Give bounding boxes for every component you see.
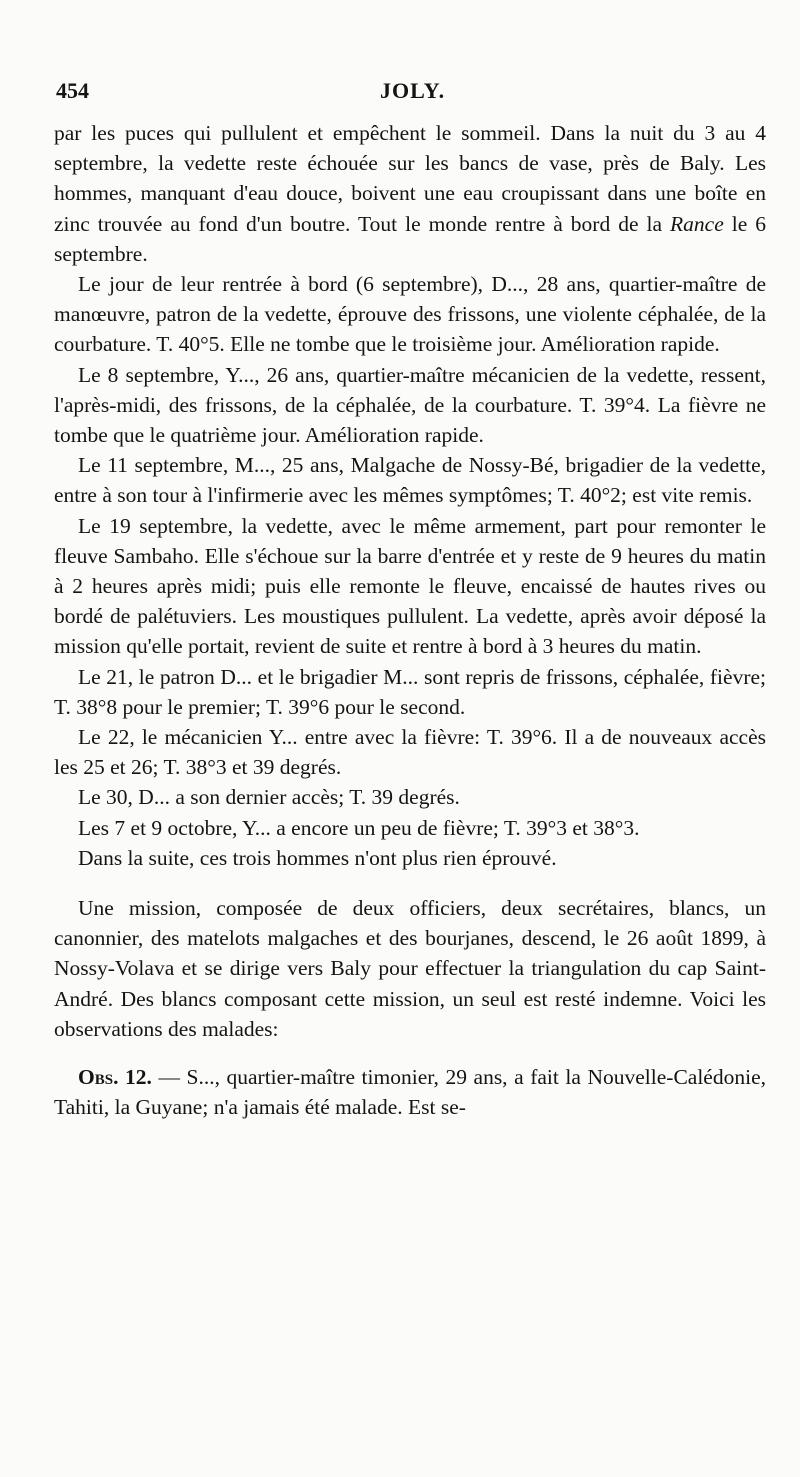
paragraph-1-text: par les puces qui pullulent et empêchent le sommeil. Dans la nuit du 3 au 4 septembre, la vedette reste échouée sur les bancs de vase, près de Baly. Les hommes, manquant d'eau douce, boivent une eau croupissant dans une boîte en zinc trouvée au fond d'un boutre. Tout le monde rentre à bord de la	[54, 121, 766, 236]
paragraph-2: Le jour de leur rentrée à bord (6 septembre), D..., 28 ans, quartier-maître de manœuvre, patron de la vedette, éprouve des frissons, une violente céphalée, de la courbature. T. 40°5. Elle ne tombe que le troisième jour. Amélioration rapide.	[54, 272, 766, 357]
ship-name: Rance	[670, 211, 724, 236]
observation-12	[54, 1062, 766, 1122]
paragraph-9: Les 7 et 9 octobre, Y... a encore un peu de fièvre; T. 39°3 et 38°3.	[78, 815, 640, 840]
paragraph-7: Le 22, le mécanicien Y... entre avec la fièvre: T. 39°6. Il a de nouveaux accès les 25 et 26; T. 38°3 et 39 degrés.	[54, 725, 766, 780]
paragraph-4: Le 11 septembre, M..., 25 ans, Malgache de Nossy-Bé, brigadier de la vedette, entre à son tour à l'infirmerie avec les mêmes symptômes; T. 40°2; est vite remis.	[54, 453, 766, 508]
paragraph-10: Dans la suite, ces trois hommes n'ont plus rien éprouvé.	[78, 845, 557, 870]
page-header	[0, 78, 800, 114]
paragraph-1	[54, 118, 766, 269]
running-head: JOLY.	[380, 78, 446, 103]
paragraph-3: Le 8 septembre, Y..., 26 ans, quartier-maître mécanicien de la vedette, ressent, l'après-midi, des frissons, de la céphalée, de la courbature. T. 39°4. La fièvre ne tombe que le quatrième jour. Amélioration rapide.	[54, 362, 766, 448]
body-text	[54, 118, 766, 1123]
paragraph-11: Une mission, composée de deux officiers, deux secrétaires, blancs, un canonnier, des matelots malgaches et des bourjanes, descend, le 26 août 1899, à Nossy-Volava et se dirige vers Baly pour effectuer la triangulation du cap Saint-André. Des blancs composant cette mission, un seul est resté indemne. Voici les observations des malades:	[54, 896, 766, 1041]
paragraph-5: Le 19 septembre, la vedette, avec le même armement, part pour remonter le fleuve Sambaho. Elle s'échoue sur la barre d'entrée et y reste de 9 heures du matin à 2 heures après midi; puis elle remonte le fleuve, encaissé de hautes rives ou bordé de palétuviers. Les moustiques pullulent. La vedette, après avoir déposé la mission qu'elle portait, revient de suite et rentre à bord à 3 heures du matin.	[54, 513, 766, 659]
observation-12-text: — S..., quartier-maître timonier, 29 ans, a fait la Nouvelle-Calédonie, Tahiti, la Guyane; n'a jamais été malade. Est se-	[54, 1065, 766, 1120]
paragraph-1-end: le 6 septembre.	[54, 211, 766, 266]
paragraph-6: Le 21, le patron D... et le brigadier M... sont repris de frissons, céphalée, fièvre; T. 38°8 pour le premier; T. 39°6 pour le second.	[54, 664, 766, 719]
observation-label: Obs. 12.	[78, 1065, 152, 1090]
paragraph-8: Le 30, D... a son dernier accès; T. 39 degrés.	[78, 785, 460, 810]
page-number: 454	[56, 78, 89, 103]
